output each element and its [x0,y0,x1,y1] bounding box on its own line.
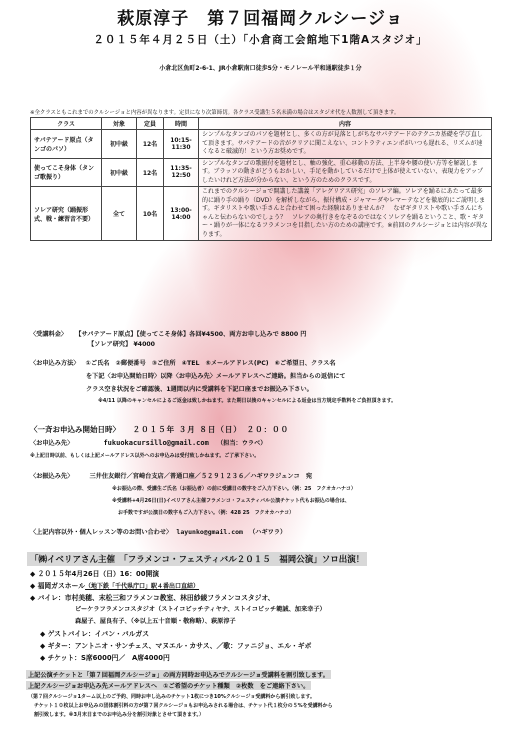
bank-note-3: お手数ですが公演日の数字もご入力下さい。（例：428 25 フクオカハナコ） [118,510,295,516]
festival-header: 「㈱イベリアさん主催 「フラメンコ・フェスティバル２０１５ 福岡公演」ソロ出演！ [27,552,367,566]
col-header-content: 内容 [199,118,492,130]
col-header-class: クラス [31,118,102,130]
apply-label: 〈お申込み方法〉 [30,360,80,367]
footer-line-2: 上記クルシージョお申込み先メールアドレスへ ①ご希望のチケット種類 ②枚数 をご連絡下さい。 [28,683,310,690]
bank-note-1: ※お振込の際、受講生ご氏名（お振込者）の前に受講日の数字をご入力下さい。（例：25 フクオカハナコ） [112,486,356,492]
footer-line-3: （第７回クルシージョ1ターム以上のご予約、同時お申し込みのチケット1枚につき10%クルシージョ受講料から割引致します。 [28,694,316,700]
apply-note: ※4/11 以降のキャンセルによるご返金は致しかねます。また期日以後のキャンセルによる返金は当方規定手数料をご負担頂きます。 [98,398,397,404]
fees-text-2: 【ソレア研究】 ¥4000 [88,341,155,348]
class-name: 使ってこそ身体（タンゴ歌振り） [31,158,102,187]
col-header-capacity: 定員 [137,118,164,130]
table-header-row [31,118,492,130]
apply-text-3: クラス空き状況をご確認後、1週間以内に受講料を下記口座までお振込み下さい。 [86,386,313,393]
page-title: 萩原淳子 第７回福岡クルシージョ [117,9,404,29]
festival-guitar: ギター：アントニオ・サンチェス、マヌエル・カサス、／歌：ファニジョ、エル・ギボ [47,642,312,650]
class-content: シンプルなタンゴの歌振付を題材とし、軸の強化、重心移動の方法、上半身や腰の使い方等を解説します。ブラッソの動きがどうもおかしい、手足を動かしているだけで上体が使えていない、表現力をアップしたいけれど方法が分からない、という方のためのクラスです。 [199,158,492,187]
table-row [31,158,492,187]
start-to-label: 〈お申込み先〉 [30,440,74,447]
fees-text-1: 【サパテアード原点】【使ってこそ身体】各回¥4500、両方お申し込みで 8800 円 [75,331,307,338]
venue-address: 小倉北区魚町2-6-1、JR小倉駅南口徒歩5分・モノレール平和通駅徒歩１分 [159,65,362,72]
festival-guest: ゲストバイレ：イバン・バルガス [47,630,150,638]
festival-bailes-label: バイレ： [37,594,65,602]
festival-date: ２０１５年4月26日（日）16：00開演 [37,570,160,578]
class-name: サパテアード原点（タンゴのパソ） [31,130,102,159]
class-note: ※全クラスともこれまでのクルシージョと内容が異なります。定員になり次第締切。各クラス受講生５名未満の場合はスタジオ代を人数割して頂きます。 [30,110,400,116]
start-line [30,424,289,435]
festival-ticket: チケット：S席6000円／ A席4000円 [47,654,170,662]
table-row [31,130,492,159]
fees-line [30,329,307,338]
class-target: 初中級 [102,158,137,187]
inquiry-email-link[interactable]: layunko@gmail.com [176,528,243,536]
fees-label: 〈受講料金〉 [30,331,68,338]
festival-venue: 福岡ガスホール [37,582,86,590]
start-note: ※上記日時以前、もしくは上記メールアドレス以外へのお申込みは受付致しかねます。ご了承下さい。 [30,453,260,459]
start-email-link[interactable]: fukuokacursillo@gmail.com [103,439,209,447]
class-content: これまでのクルシージョで開講した講義「アレグリアス研究」のソレア編。ソレアを踊るにあたって最多的に踊り手の踊り（DVD）を解析しながら、振付構成・ジャマーダやレマーテなどを徹底的にご説明します。ギタリストや歌い手さんと合わせて困った経験はありませんか？ なぜギタリストや歌い手さんにちゃんと伝わらないのでしょう？ ソレアの奥行きをなぞるのではなくソレアを踊るということ、歌・ギター・踊りが一体になるフラメンコを目指したい方のための講座です。※前回のクルシージョとは内容が異なります。 [199,187,492,241]
col-header-time: 時間 [164,118,199,130]
start-contact: （担当：ウラベ） [216,440,267,447]
festival-venue-line: ◆ 福岡ガスホール（地下鉄「千代県庁口」駅４番出口直結） [30,582,200,590]
festival-bailes-1: 市村美穂、末松三和フラメンコ教室、林田紗綾フラメンコスタジオ、 [64,594,275,602]
class-time: 13:00-14:00 [164,187,199,241]
festival-ticket-line: ◆ チケット：S席6000円／ A席4000円 [40,654,170,662]
col-header-target: 対象 [102,118,137,130]
bank-line [30,471,312,480]
footer-line-1: 上記公演チケットと「第７回福岡クルシージョ」の両方同時お申込みでクルシージョ受講料を割引致します。 [28,672,329,679]
class-content: シンプルなタンゴのパソを題材とし、多くの方が見落としがちなサパテアードのテクニカ基礎を学び直して頂きます。サパテアードの音がクリアに聞こえない、コントラティエンポがいつも遅れる、リズムが速くなると破滅的！という方お奨めです。 [199,130,492,159]
class-name: ソレア研究（踊振形式、戦・練習音不要） [31,187,102,241]
festival-date-line: ◆ ２０１５年4月26日（日）16：00開演 [30,570,160,578]
festival-guitar-line: ◆ ギター：アントニオ・サンチェス、マヌエル・カサス、／歌：ファニジョ、エル・ギボ [40,642,312,650]
class-table [30,117,492,241]
apply-text-2: を下記〈お申込開始日時〉以降〈お申込み先〉メールアドレスへご連絡。担当からの返信にて [86,373,346,380]
footer-line-4: チケット１０枚以上お申込みの団体割引料の方が第７回クルシージョもお申込みされる場合は、チケット代１枚分の５%を受講料から [34,703,333,709]
festival-guest-line: ◆ ゲストバイレ：イバン・バルガス [40,630,150,638]
footer-line-5: 割引致します。※3月末日までのお申込み分を割引対象とさせて頂きます。） [34,712,205,718]
start-to-line [30,438,266,447]
class-time: 11:35-12:50 [164,158,199,187]
class-time: 10:15-11:30 [164,130,199,159]
apply-line-1 [30,358,336,367]
festival-bailes-3: 森屋子、屋良有子、（※以上五十音順・敬称略）、萩原淳子 [75,618,236,625]
festival-bailes-2: ピーケラフラメンコスタジオ（ストイコピッチティヤナ、ストイコビッチ範誠、加来幸子） [75,606,326,613]
bank-label: 〈お振込み先〉 [30,473,74,480]
inquiry-contact: （ハギワラ） [249,529,287,536]
class-capacity: 12名 [137,158,164,187]
bank-main: 三井住友銀行／宮崎台支店／普通口座／５２９１２３６／ハギワラジュンコ 宛 [89,473,313,480]
start-datetime: ２０１５年 ３月 ８日（日） ２０：００ [132,425,290,434]
start-label: 〈一斉お申込み開始日時〉 [30,425,120,434]
inquiry-line [30,527,286,536]
festival-venue-note: （地下鉄「千代県庁口」駅４番出口直結） [85,583,200,590]
apply-text-1: ①ご氏名 ②郵便番号 ③ご住所 ④TEL ⑤メールアドレス(PC) ⑥ご希望日、クラス名 [85,360,336,367]
class-capacity: 10名 [137,187,164,241]
event-date: ２０１５年４月２５日（土）「小倉商工会館地下1階Aスタジオ」 [93,34,428,46]
class-target: 初中級 [102,130,137,159]
festival-bailes-line: ◆ バイレ：市村美穂、末松三和フラメンコ教室、林田紗綾フラメンコスタジオ、 [30,594,275,602]
class-target: 全て [102,187,137,241]
class-capacity: 12名 [137,130,164,159]
inquiry-label: 〈上記内容以外・個人レッスン等のお問い合わせ〉 [30,529,173,536]
table-row [31,187,492,241]
bank-note-2: ※受講料+4月26日(日)イベリアさん主催フラメンコ・フェスティバル公演チケット代もお振込の場合は、 [112,498,350,504]
